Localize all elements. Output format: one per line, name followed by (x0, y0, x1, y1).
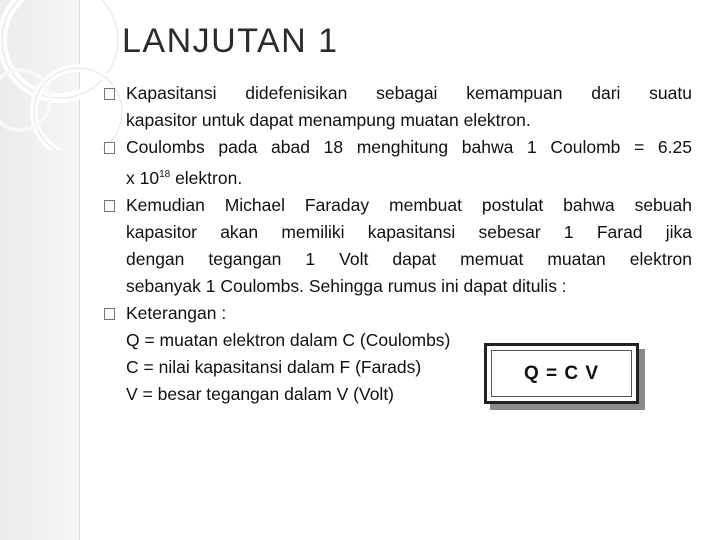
bullet-line: kapasitor untuk dapat menampung muatan elektron. (126, 110, 531, 130)
bullet-box-icon (104, 88, 115, 100)
slide-title: LANJUTAN 1 (122, 22, 339, 60)
bullet-line: Coulombs pada abad 18 menghitung bahwa 1 Coulomb = 6.25 (126, 137, 692, 157)
bullet-line: sebanyak 1 Coulombs. Sehingga rumus ini dapat ditulis : (126, 275, 567, 296)
bullet-line: dengan tegangan 1 Volt dapat memuat muatan elektron (126, 248, 692, 269)
bullet-line (126, 161, 692, 192)
formula-box (484, 343, 639, 404)
bullet-item-definition (104, 80, 692, 134)
exponent-tail: elektron. (170, 167, 243, 188)
bullet-box-icon (104, 308, 115, 320)
bullet-box-icon (104, 200, 115, 212)
exponent-base: x 10 (126, 167, 160, 188)
bullet-line: Keterangan : (126, 302, 227, 323)
bullet-line: Kapasitansi didefenisikan sebagai kemampuan dari suatu (126, 83, 692, 103)
definition-c: C = nilai kapasitansi dalam F (Farads) (126, 356, 422, 377)
bullet-item-coulomb (104, 134, 692, 192)
definition-q: Q = muatan elektron dalam C (Coulombs) (126, 329, 451, 350)
bullet-box-icon (104, 142, 115, 154)
bullet-line: kapasitor akan memiliki kapasitansi sebesar 1 Farad jika (126, 221, 692, 242)
formula-text: Q = C V (523, 362, 600, 384)
bullet-line: Kemudian Michael Faraday membuat postulat bahwa sebuah (126, 194, 692, 215)
bullet-item-faraday (104, 192, 692, 300)
definition-v: V = besar tegangan dalam V (Volt) (126, 383, 395, 404)
exponent: 18 (159, 169, 171, 180)
